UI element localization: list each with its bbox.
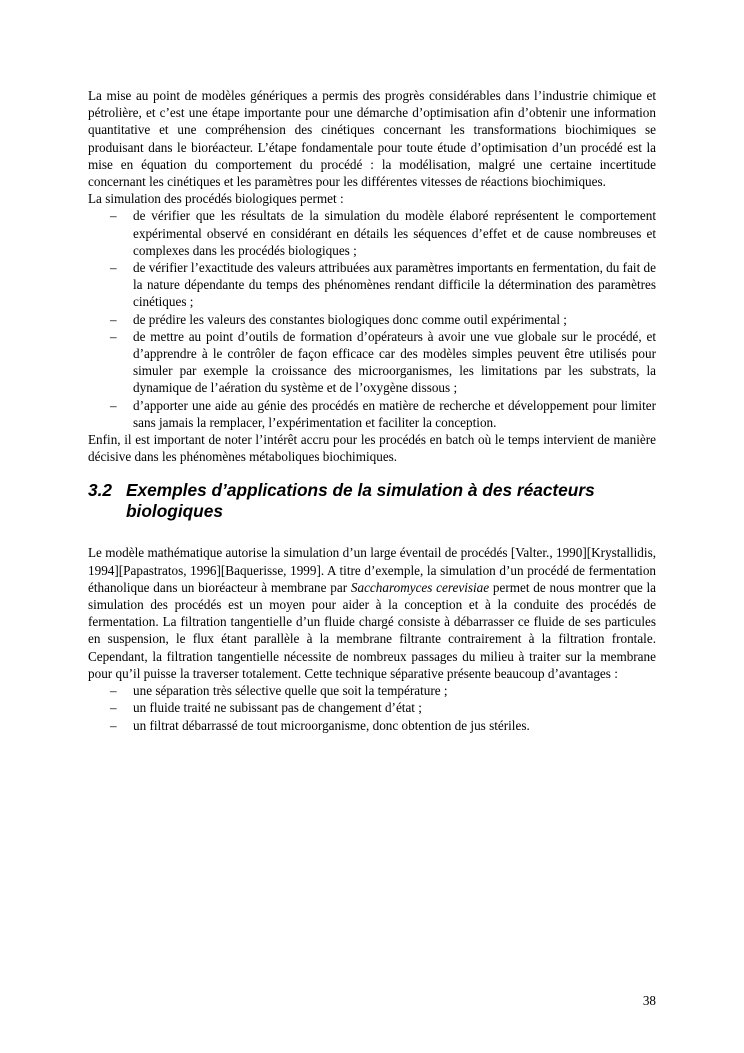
list-item: [88, 259, 656, 311]
list-item-text: un fluide traité ne subissant pas de changement d’état ;: [133, 700, 422, 716]
list-item-text: un filtrat débarrassé de tout microorganisme, donc obtention de jus stériles.: [133, 717, 530, 733]
list-item: [88, 682, 656, 699]
conclusion-paragraph: Enfin, il est important de noter l’intérêt accru pour les procédés en batch où le temps intervient de manière décisive dans les phénomènes métaboliques biochimiques.: [88, 432, 656, 465]
dash-bullet: –: [110, 311, 117, 327]
simulation-lead: La simulation des procédés biologiques permet :: [88, 191, 344, 207]
dash-bullet: –: [110, 397, 117, 413]
list-item: [88, 311, 656, 328]
paragraph-text-part: Le modèle mathématique autorise la simulation d’un large éventail de procédés [Valter., 1990][Krystallidis, 1994][Papastratos, 1996][Baquerisse, 1999]. A titre d’exemple, la simulation d’un procédé de fermentation éthanolique dans un bioréacteur à membrane par: [88, 545, 656, 595]
list-item-text: d’apporter une aide au génie des procédés en matière de recherche et développement pour limiter sans jamais la remplacer, l’expérimentation et faciliter la conception.: [133, 397, 656, 430]
dash-bullet: –: [110, 717, 117, 733]
list-item: [88, 397, 656, 431]
simulation-list: [88, 207, 656, 431]
page-number: 38: [642, 993, 656, 1008]
list-item: [88, 699, 656, 716]
list-item-text: de vérifier l’exactitude des valeurs attribuées aux paramètres importants en fermentation, du fait de la nature dépendante du temps des phénomènes rendant difficile la détermination des paramètres cinétiques ;: [133, 260, 656, 310]
list-item: [88, 717, 656, 734]
list-item-text: une séparation très sélective quelle que soit la température ;: [133, 683, 448, 699]
dash-bullet: –: [110, 700, 117, 716]
advantages-list: [88, 682, 656, 734]
list-item: [88, 207, 656, 259]
section-paragraph: [88, 544, 656, 682]
section-title: Exemples d’applications de la simulation à des réacteurs biologiques: [126, 480, 595, 522]
section-heading: [88, 480, 656, 522]
paragraph-text-part: permet de nous montrer que la simulation des procédés est un moyen pour aider à la conception et à la conduite des procédés de fermentation. La filtration tangentielle d’un fluide chargé consiste à débarrasser ce fluide de ses particules en suspension, le flux étant parallèle à la membrane filtrante contrairement à la filtration frontale. Cependant, la filtration tangentielle nécessite de nombreux passages du milieu à traiter sur la membrane pour qu’il puisse la traverser totalement. Cette technique séparative présente beaucoup d’avantages :: [88, 579, 656, 681]
list-item-text: de vérifier que les résultats de la simulation du modèle élaboré représentent le comportement expérimental observé en considérant en détails les séquences d’effet et de cause nombreuses et complexes dans les procédés biologiques ;: [133, 208, 656, 258]
list-item-text: de prédire les valeurs des constantes biologiques donc comme outil expérimental ;: [133, 311, 567, 327]
intro-paragraph: La mise au point de modèles génériques a permis des progrès considérables dans l’industrie chimique et pétrolière, et c’est une étape importante pour une démarche d’optimisation afin d’obtenir une information quantitative et une compréhension des cinétiques concernant les transformations biochimiques se produisant dans le bioréacteur. L’étape fondamentale pour toute étude d’optimisation d’un procédé est la mise en équation du comportement du procédé : la modélisation, malgré une certaine incertitude concernant les cinétiques et les paramètres pour les différentes vitesses de réactions biochimiques.: [88, 88, 656, 190]
list-item: [88, 328, 656, 397]
dash-bullet: –: [110, 683, 117, 699]
species-name: Saccharomyces cerevisiae: [350, 579, 490, 595]
dash-bullet: –: [110, 208, 117, 224]
section-number: 3.2: [88, 480, 113, 501]
list-item-text: de mettre au point d’outils de formation d’opérateurs à avoir une vue globale sur le procédé, et d’apprendre à le contrôler de façon efficace car des modèles simples peuvent être utilisés pour simuler par exemple la croissance des microorganismes, les limitations par les substrats, la dynamique de l’aération du système et de l’oxygène dissous ;: [133, 328, 656, 396]
dash-bullet: –: [110, 328, 117, 344]
dash-bullet: –: [110, 260, 117, 276]
document-page: [88, 87, 656, 734]
